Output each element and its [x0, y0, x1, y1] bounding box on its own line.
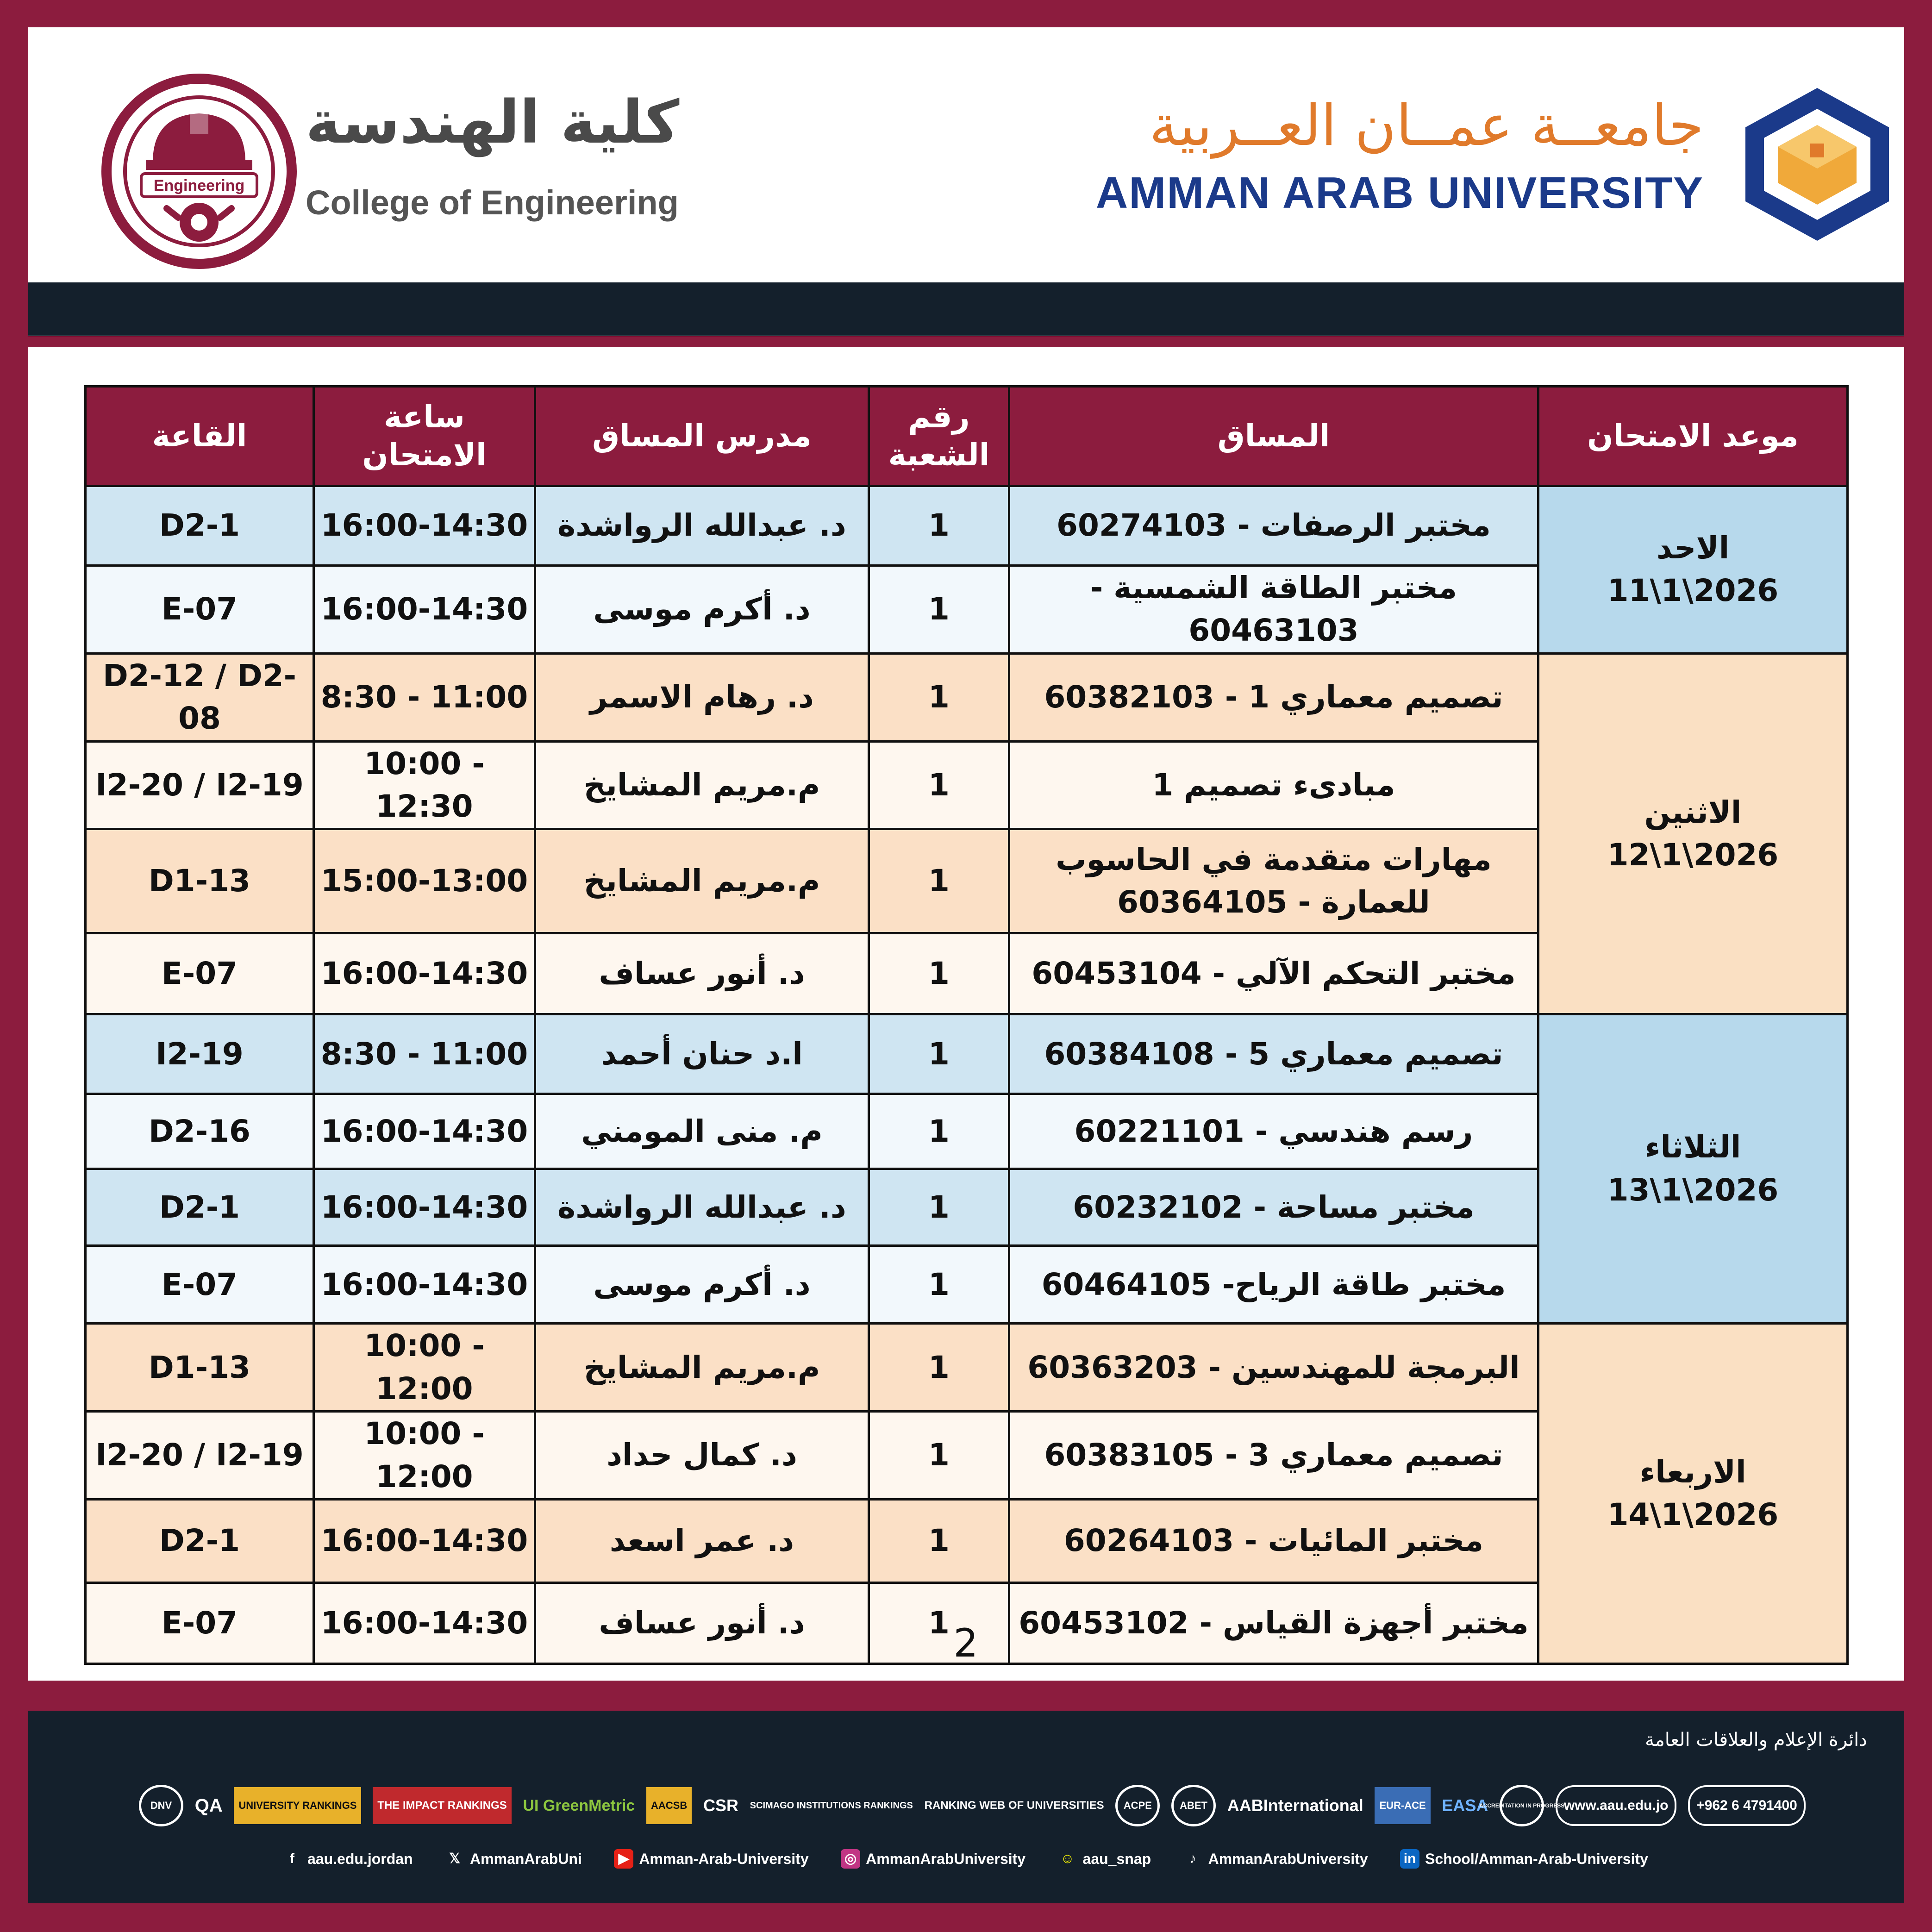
exam-date-cell	[1538, 653, 1848, 1014]
exam-date-cell	[1538, 486, 1848, 654]
csr-badge-icon: CSR	[703, 1796, 738, 1815]
room-cell: E-07	[86, 933, 314, 1014]
instagram-icon: ◎	[841, 1849, 860, 1869]
table-row	[86, 653, 1848, 741]
social-facebook-text: aau.edu.jordan	[307, 1850, 413, 1867]
instructor-cell: د. أكرم موسى	[535, 566, 869, 654]
instructor-cell: د. رهام الاسمر	[535, 653, 869, 741]
college-name-english: College of Engineering	[306, 183, 679, 222]
the-impact-rankings-badge-icon: THE IMPACT RANKINGS	[373, 1787, 512, 1824]
social-youtube-text: Amman-Arab-University	[639, 1850, 809, 1867]
time-cell: 16:00-14:30	[314, 1094, 535, 1169]
accreditation-in-progress-badge-icon: ACCREDITATION IN PROGRESS	[1500, 1785, 1544, 1826]
section-cell: 1	[869, 829, 1009, 933]
university-header	[1095, 83, 1894, 250]
course-cell: تصميم معماري 3 - 60383105	[1009, 1412, 1538, 1500]
section-cell: 1	[869, 1412, 1009, 1500]
exam-day: الثلاثاء	[1644, 1129, 1741, 1165]
tiktok-icon: ♪	[1189, 1851, 1197, 1866]
course-cell: مختبر التحكم الآلي - 60453104	[1009, 933, 1538, 1014]
time-cell: 16:00-14:30	[314, 1169, 535, 1246]
instructor-cell: د. أنور عساف	[535, 933, 869, 1014]
dnv-badge-icon: DNV	[139, 1785, 183, 1826]
section-cell: 1	[869, 1582, 1009, 1663]
acpe-badge-icon: ACPE	[1115, 1785, 1160, 1826]
section-cell: 1	[869, 566, 1009, 654]
section-cell: 1	[869, 1324, 1009, 1412]
room-cell: E-07	[86, 566, 314, 654]
section-cell: 1	[869, 1014, 1009, 1094]
scimago-badge-icon: SCIMAGO INSTITUTIONS RANKINGS	[750, 1800, 913, 1811]
time-cell: 16:00-14:30	[314, 1246, 535, 1324]
accreditation-badges	[139, 1778, 1806, 1833]
room-cell: E-07	[86, 1246, 314, 1324]
course-cell: مختبر الطاقة الشمسية - 60463103	[1009, 566, 1538, 654]
instructor-cell: م.مريم المشايخ	[535, 1324, 869, 1412]
website-link[interactable]: www.aau.edu.jo	[1556, 1785, 1677, 1826]
exam-schedule-table	[84, 385, 1849, 1665]
aab-international-badge-icon: AABInternational	[1227, 1796, 1363, 1815]
room-cell: D2-1	[86, 1499, 314, 1582]
abet-badge-icon: ABET	[1171, 1785, 1216, 1826]
time-cell: 8:30 - 11:00	[314, 1014, 535, 1094]
page-number: 2	[953, 1620, 978, 1666]
time-cell: 16:00-14:30	[314, 933, 535, 1014]
room-cell: D1-13	[86, 1324, 314, 1412]
course-cell: مختبر المائيات - 60264103	[1009, 1499, 1538, 1582]
instructor-cell: م.مريم المشايخ	[535, 741, 869, 829]
course-cell: مختبر مساحة - 60232102	[1009, 1169, 1538, 1246]
time-cell: 8:30 - 11:00	[314, 653, 535, 741]
section-cell: 1	[869, 1499, 1009, 1582]
social-instagram[interactable]	[841, 1849, 1025, 1869]
room-cell: D2-12 / D2-08	[86, 653, 314, 741]
course-cell: تصميم معماري 1 - 60382103	[1009, 653, 1538, 741]
room-cell: D2-1	[86, 1169, 314, 1246]
section-cell: 1	[869, 1094, 1009, 1169]
time-cell: 10:00 - 12:30	[314, 741, 535, 829]
college-engineering-logo-icon	[97, 69, 301, 273]
phone-link[interactable]: +962 6 4791400	[1688, 1785, 1806, 1826]
exam-date: 2026\1\13	[1607, 1172, 1779, 1208]
section-cell: 1	[869, 1246, 1009, 1324]
social-tiktok-text: AmmanArabUniversity	[1208, 1850, 1368, 1867]
exam-date: 2026\1\12	[1607, 837, 1779, 873]
social-instagram-text: AmmanArabUniversity	[866, 1850, 1026, 1867]
aacsb-badge-icon: AACSB	[646, 1787, 692, 1824]
time-cell: 10:00 - 12:00	[314, 1412, 535, 1500]
header-exam-date: موعد الامتحان	[1538, 387, 1848, 486]
room-cell: I2-20 / I2-19	[86, 741, 314, 829]
social-x[interactable]	[445, 1849, 582, 1869]
table-row	[86, 1324, 1848, 1412]
header-room: القاعة	[86, 387, 314, 486]
university-name-english: AMMAN ARAB UNIVERSITY	[1095, 168, 1704, 218]
header-exam-time: ساعة الامتحان	[314, 387, 535, 486]
exam-date: 2026\1\11	[1607, 573, 1779, 609]
section-cell: 1	[869, 653, 1009, 741]
college-name-arabic: كلية الهندسة	[306, 88, 680, 157]
college-badge-text: Engineering	[153, 177, 245, 194]
time-cell: 16:00-14:30	[314, 486, 535, 566]
section-cell: 1	[869, 933, 1009, 1014]
course-cell: مبادىء تصميم 1	[1009, 741, 1538, 829]
section-cell: 1	[869, 1169, 1009, 1246]
ranking-web-badge-icon: RANKING WEB OF UNIVERSITIES	[924, 1799, 1104, 1812]
social-x-text: AmmanArabUni	[470, 1850, 582, 1867]
room-cell: I2-20 / I2-19	[86, 1412, 314, 1500]
instructor-cell: د. عبدالله الرواشدة	[535, 486, 869, 566]
instructor-cell: د. عمر اسعد	[535, 1499, 869, 1582]
social-youtube[interactable]	[614, 1849, 808, 1869]
time-cell: 15:00-13:00	[314, 829, 535, 933]
college-header	[97, 69, 690, 273]
header-section: رقم الشعبة	[869, 387, 1009, 486]
social-links	[282, 1845, 1648, 1873]
social-facebook[interactable]	[282, 1849, 413, 1869]
facebook-icon: f	[290, 1851, 294, 1866]
course-cell: مختبر طاقة الرياح- 60464105	[1009, 1246, 1538, 1324]
room-cell: D2-16	[86, 1094, 314, 1169]
course-cell: مختبر أجهزة القياس - 60453102	[1009, 1582, 1538, 1663]
exam-day: الاحد	[1656, 530, 1730, 566]
university-rankings-badge-icon: UNIVERSITY RANKINGS	[234, 1787, 361, 1824]
exam-date-cell	[1538, 1324, 1848, 1664]
time-cell: 16:00-14:30	[314, 1499, 535, 1582]
ui-greenmetric-badge-icon: UI GreenMetric	[523, 1796, 635, 1814]
time-cell: 16:00-14:30	[314, 566, 535, 654]
table-row	[86, 1014, 1848, 1094]
social-linkedin[interactable]	[1400, 1849, 1648, 1869]
social-tiktok[interactable]	[1183, 1849, 1368, 1869]
course-cell: مهارات متقدمة في الحاسوب للعمارة - 60364105	[1009, 829, 1538, 933]
course-cell: تصميم معماري 5 - 60384108	[1009, 1014, 1538, 1094]
time-cell: 16:00-14:30	[314, 1582, 535, 1663]
table-header-row	[86, 387, 1848, 486]
instructor-cell: د. أنور عساف	[535, 1582, 869, 1663]
instructor-cell: ا.د حنان أحمد	[535, 1014, 869, 1094]
section-cell: 1	[869, 741, 1009, 829]
exam-day: الاثنين	[1644, 794, 1742, 830]
course-cell: رسم هندسي - 60221101	[1009, 1094, 1538, 1169]
room-cell: D2-1	[86, 486, 314, 566]
university-name-arabic: جامعــة عمــان العــربية	[1149, 93, 1704, 158]
social-snapchat-text: aau_snap	[1082, 1850, 1151, 1867]
course-cell: البرمجة للمهندسين - 60363203	[1009, 1324, 1538, 1412]
room-cell: E-07	[86, 1582, 314, 1663]
table-row	[86, 486, 1848, 566]
linkedin-icon: in	[1400, 1849, 1419, 1869]
instructor-cell: د. عبدالله الرواشدة	[535, 1169, 869, 1246]
header-divider-band	[28, 282, 1904, 336]
amman-arab-university-logo-icon	[1741, 83, 1894, 241]
social-linkedin-text: School/Amman-Arab-University	[1425, 1850, 1648, 1867]
instructor-cell: د. أكرم موسى	[535, 1246, 869, 1324]
time-cell: 10:00 - 12:00	[314, 1324, 535, 1412]
instructor-cell: د. كمال حداد	[535, 1412, 869, 1500]
easa-badge-icon: EASA	[1442, 1796, 1488, 1815]
qa-badge-icon: QA	[194, 1795, 223, 1816]
room-cell: I2-19	[86, 1014, 314, 1094]
footer-department: دائرة الإعلام والعلاقات العامة	[1644, 1729, 1867, 1751]
course-cell: مختبر الرصفات - 60274103	[1009, 486, 1538, 566]
x-icon: 𝕏	[449, 1851, 461, 1866]
exam-day: الاربعاء	[1639, 1454, 1746, 1490]
social-snapchat[interactable]	[1058, 1849, 1151, 1869]
room-cell: D1-13	[86, 829, 314, 933]
header-course: المساق	[1009, 387, 1538, 486]
section-cell: 1	[869, 486, 1009, 566]
snapchat-icon: ☺	[1060, 1851, 1075, 1866]
youtube-icon: ▶	[614, 1849, 633, 1869]
exam-date: 2026\1\14	[1607, 1497, 1779, 1533]
exam-date-cell	[1538, 1014, 1848, 1324]
eur-ace-badge-icon: EUR-ACE	[1375, 1787, 1430, 1824]
instructor-cell: م. منى المومني	[535, 1094, 869, 1169]
header-instructor: مدرس المساق	[535, 387, 869, 486]
instructor-cell: م.مريم المشايخ	[535, 829, 869, 933]
